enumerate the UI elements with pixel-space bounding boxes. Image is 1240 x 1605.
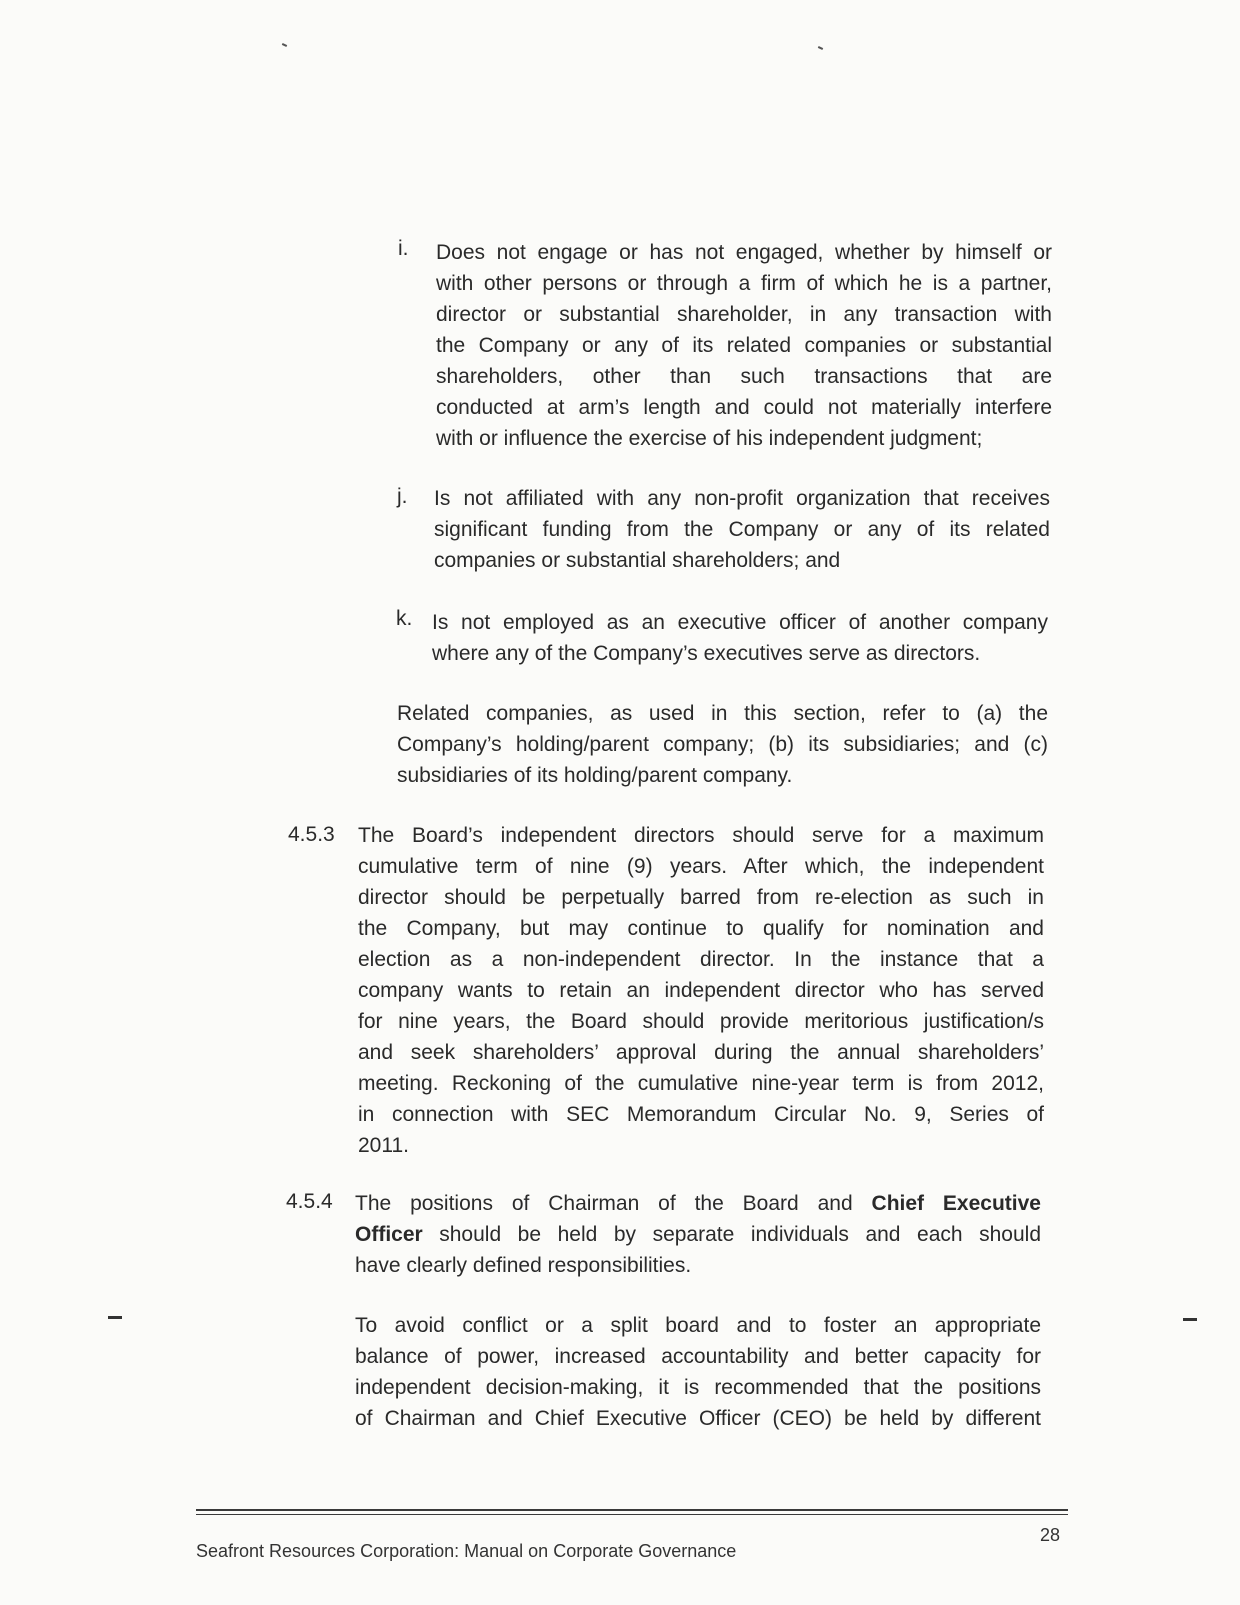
text-line: meeting. Reckoning of the cumulative nine-year term is from 2012,: [358, 1072, 1044, 1095]
text-line: shareholders, other than such transactions that are: [436, 365, 1052, 388]
text-line: [355, 1188, 1041, 1219]
text-line: with or influence the exercise of his independent judgment;: [436, 427, 983, 450]
item-j-text: [434, 483, 1050, 576]
text-line: election as a non-independent director. In the instance that a: [358, 948, 1044, 971]
item-marker-j: j.: [397, 485, 408, 508]
text-line: company wants to retain an independent director who has served: [358, 979, 1044, 1002]
text-line: conducted at arm’s length and could not materially interfere: [436, 396, 1052, 419]
text-line: for nine years, the Board should provide meritorious justification/s: [358, 1010, 1044, 1033]
text-line: director should be perpetually barred from re-election as such in: [358, 886, 1044, 909]
text-line: [355, 1219, 1041, 1250]
text-line: Company’s holding/parent company; (b) its subsidiaries; and (c): [397, 733, 1048, 756]
text-line: 2011.: [358, 1134, 409, 1157]
text-line: independent decision-making, it is recommended that the positions: [355, 1376, 1041, 1399]
text-line: Related companies, as used in this section, refer to (a) the: [397, 702, 1048, 725]
text-line: balance of power, increased accountability and better capacity for: [355, 1345, 1041, 1368]
text-line: the Company, but may continue to qualify for nomination and: [358, 917, 1044, 940]
scan-speck: [818, 46, 823, 50]
text-line: companies or substantial shareholders; and: [434, 549, 841, 572]
footer-rule: [196, 1509, 1068, 1511]
scan-speck: [282, 43, 287, 47]
section-number-4-5-3: 4.5.3: [288, 823, 335, 846]
item-i-text: [436, 237, 1052, 454]
page-number: 28: [1040, 1525, 1061, 1545]
text-run: The positions of Chairman of the Board and: [355, 1192, 853, 1215]
section-4-5-4-paragraph-2: [355, 1310, 1041, 1434]
section-4-5-4-text: [355, 1188, 1041, 1281]
text-line: where any of the Company’s executives serve as directors.: [432, 642, 981, 665]
text-line: The Board’s independent directors should serve for a maximum: [358, 824, 1044, 847]
footer-rule-thin: [196, 1514, 1068, 1515]
bold-term: Chief Executive: [871, 1192, 1041, 1215]
item-marker-i: i.: [398, 237, 409, 260]
item-k-text: [432, 607, 1048, 669]
text-line: with other persons or through a firm of which he is a partner,: [436, 272, 1052, 295]
text-line: and seek shareholders’ approval during the annual shareholders’: [358, 1041, 1044, 1064]
section-number-4-5-4: 4.5.4: [286, 1190, 333, 1213]
text-line: Is not affiliated with any non-profit organization that receives: [434, 487, 1050, 510]
text-run: should be held by separate individuals and each should: [439, 1223, 1041, 1246]
text-line: in connection with SEC Memorandum Circular No. 9, Series of: [358, 1103, 1044, 1126]
bold-term: Officer: [355, 1223, 423, 1246]
related-companies-note: [397, 698, 1048, 791]
text-line: Is not employed as an executive officer of another company: [432, 611, 1048, 634]
scan-speck: [108, 1316, 122, 1319]
text-line: cumulative term of nine (9) years. After which, the independent: [358, 855, 1044, 878]
text-line: To avoid conflict or a split board and to foster an appropriate: [355, 1314, 1041, 1337]
footer-title: Seafront Resources Corporation: Manual on Corporate Governance: [196, 1541, 737, 1561]
item-marker-k: k.: [396, 607, 413, 630]
text-line: significant funding from the Company or any of its related: [434, 518, 1050, 541]
text-line: director or substantial shareholder, in any transaction with: [436, 303, 1052, 326]
text-line: subsidiaries of its holding/parent company.: [397, 764, 793, 787]
scan-speck: [1183, 1318, 1197, 1321]
text-line: the Company or any of its related companies or substantial: [436, 334, 1052, 357]
text-line: of Chairman and Chief Executive Officer (CEO) be held by different: [355, 1407, 1041, 1430]
text-line: have clearly defined responsibilities.: [355, 1254, 692, 1277]
section-4-5-3-text: [358, 820, 1044, 1161]
text-line: Does not engage or has not engaged, whether by himself or: [436, 241, 1052, 264]
